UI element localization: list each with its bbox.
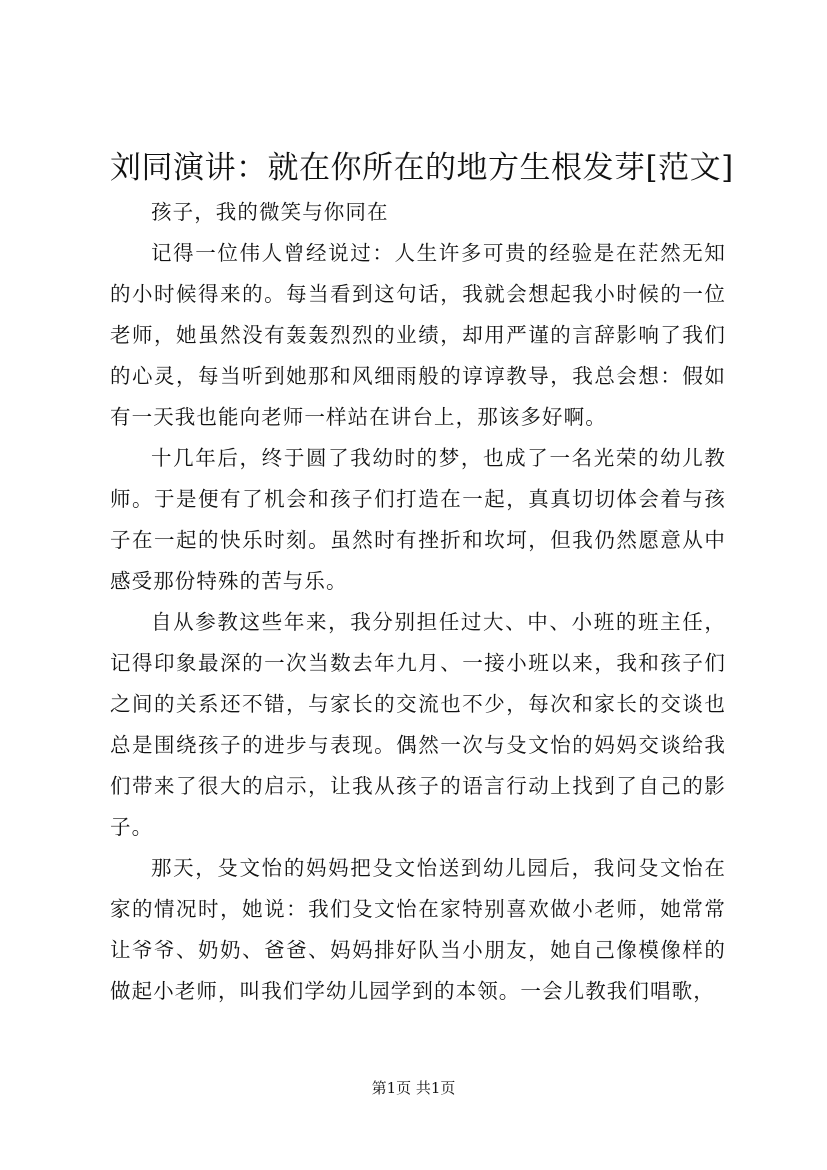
- paragraph: 十几年后，终于圆了我幼时的梦，也成了一名光荣的幼儿教师。于是便有了机会和孩子们打造在一起，真真切切体会着与孩子在一起的快乐时刻。虽然时有挫折和坎坷，但我仍然愿意从中感受那份特殊的苦与乐。: [110, 446, 726, 593]
- paragraph: 自从参教这些年来，我分别担任过大、中、小班的班主任，记得印象最深的一次当数去年九月、一接小班以来，我和孩子们之间的关系还不错，与家长的交流也不少，每次和家长的交谈也总是围绕孩子的进步与表现。偶然一次与殳文怡的妈妈交谈给我们带来了很大的启示，让我从孩子的语言行动上找到了自己的影子。: [110, 610, 726, 839]
- page-number-footer: 第1页 共1页: [371, 1079, 456, 1097]
- document-body: [110, 192, 726, 1012]
- paragraph: 那天，殳文怡的妈妈把殳文怡送到幼儿园后，我问殳文怡在家的情况时，她说：我们殳文怡在家特别喜欢做小老师，她常常让爷爷、奶奶、爸爸、妈妈排好队当小朋友，她自己像模像样的做起小老师，叫我们学幼儿园学到的本领。一会儿教我们唱歌，: [110, 856, 726, 1003]
- paragraph-subtitle: 孩子，我的微笑与你同在: [151, 200, 389, 224]
- document-title: 刘同演讲：就在你所在的地方生根发芽[范文]: [110, 150, 734, 186]
- paragraph: 记得一位伟人曾经说过：人生许多可贵的经验是在茫然无知的小时候得来的。每当看到这句话，我就会想起我小时候的一位老师，她虽然没有轰轰烈烈的业绩，却用严谨的言辞影响了我们的心灵，每当听到她那和风细雨般的谆谆教导，我总会想：假如有一天我也能向老师一样站在讲台上，那该多好啊。: [110, 241, 726, 429]
